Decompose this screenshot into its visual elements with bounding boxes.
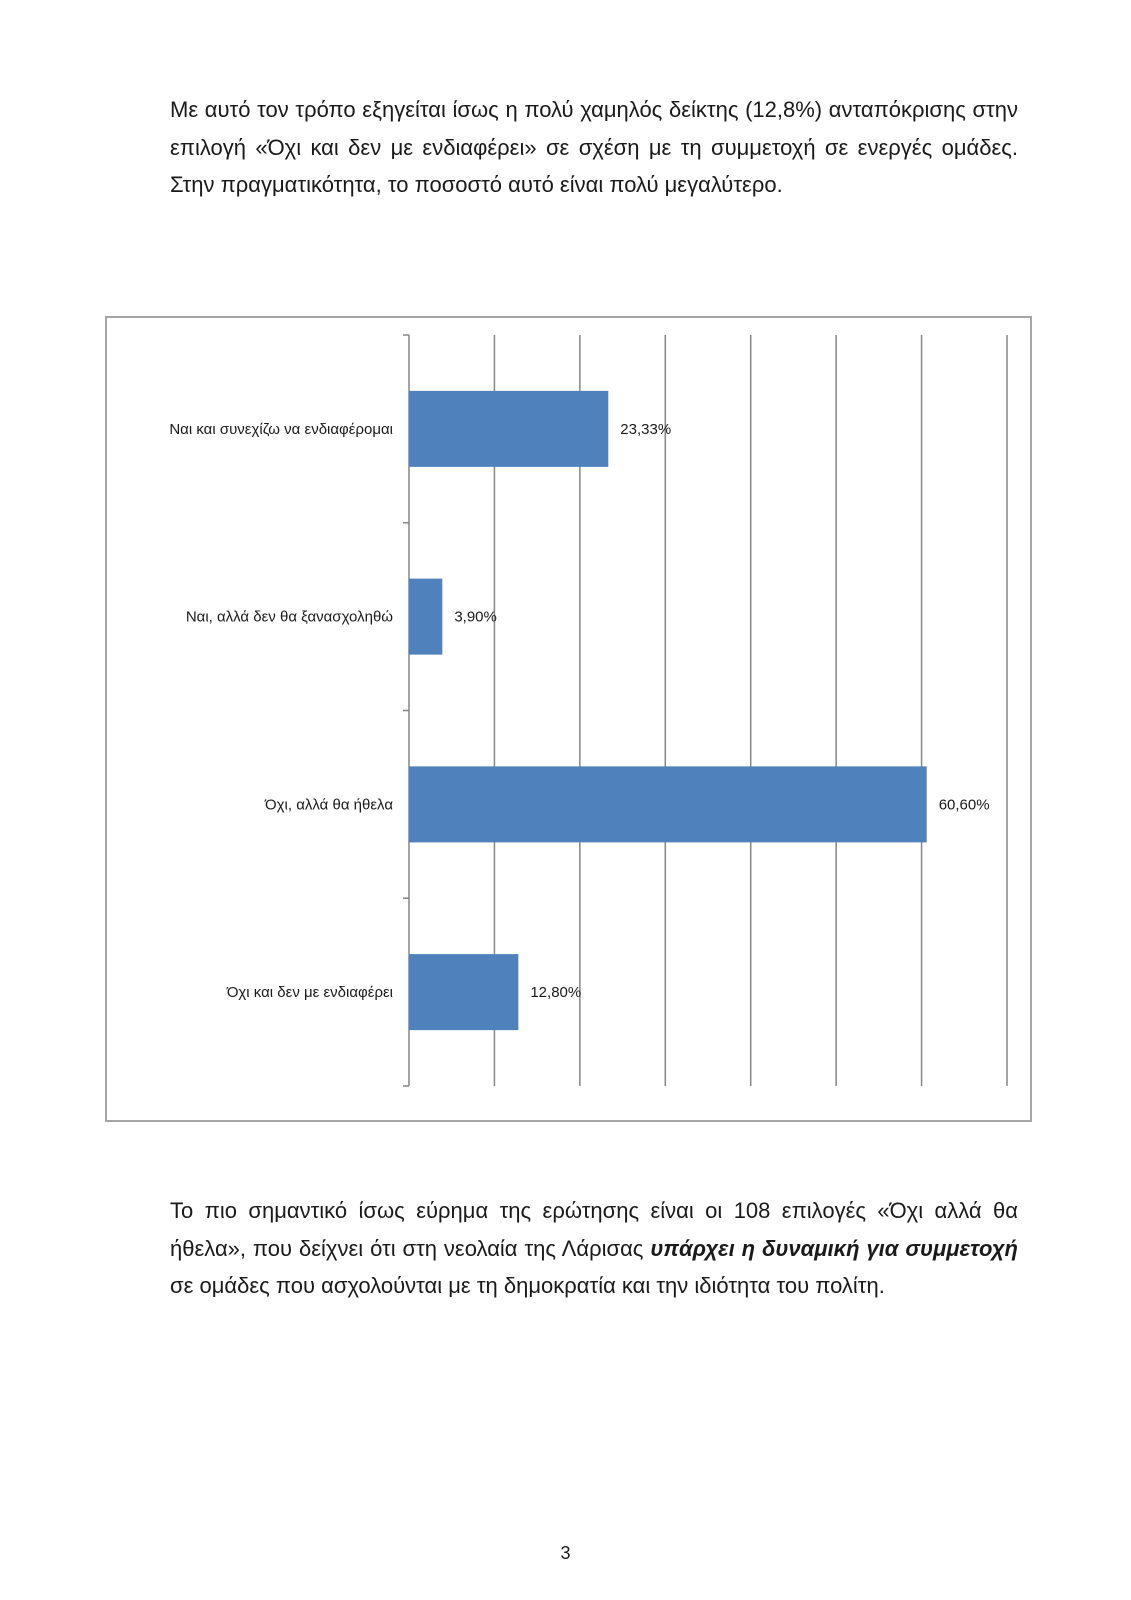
data-label: 12,80% [530, 984, 582, 1002]
paragraph-finding-emphasis: υπάρχει η δυναμική για συμμετοχή [650, 1235, 1018, 1261]
bar [409, 766, 927, 842]
category-label: Ναι, αλλά δεν θα ξανασχοληθώ [185, 608, 393, 626]
category-label: Όχι, αλλά θα ήθελα [265, 796, 393, 814]
bar [409, 579, 442, 655]
data-label: 3,90% [454, 608, 497, 626]
category-label: Όχι και δεν με ενδιαφέρει [226, 984, 393, 1002]
paragraph-finding [170, 1192, 1018, 1305]
data-label: 23,33% [620, 420, 672, 438]
bar-chart-svg [107, 318, 1030, 1120]
paragraph-finding-part2: σε ομάδες που ασχολούνται με τη δημοκρατία και την ιδιότητα του πολίτη. [170, 1273, 885, 1298]
data-label: 60,60% [938, 796, 990, 814]
category-label: Ναι και συνεχίζω να ενδιαφέρομαι [169, 420, 393, 438]
bar [409, 391, 608, 467]
bar [409, 954, 518, 1030]
bar-chart [105, 316, 1032, 1122]
paragraph-intro: Με αυτό τον τρόπο εξηγείται ίσως η πολύ χαμηλός δείκτης (12,8%) ανταπόκρισης στην επιλογή «Όχι και δεν με ενδιαφέρει» σε σχέση με τη συμμετοχή σε ενεργές ομάδες. Στην πραγματικότητα, το ποσοστό αυτό είναι πολύ μεγαλύτερο. [170, 97, 1018, 197]
page-number: 3 [560, 1543, 571, 1563]
paragraph-finding-part1: Το πιο σημαντικό ίσως εύρημα της ερώτησης είναι οι 108 επιλογές «Όχι αλλά θα ήθελα», που δείχνει ότι στη νεολαία της Λάρισας [170, 1198, 1018, 1261]
